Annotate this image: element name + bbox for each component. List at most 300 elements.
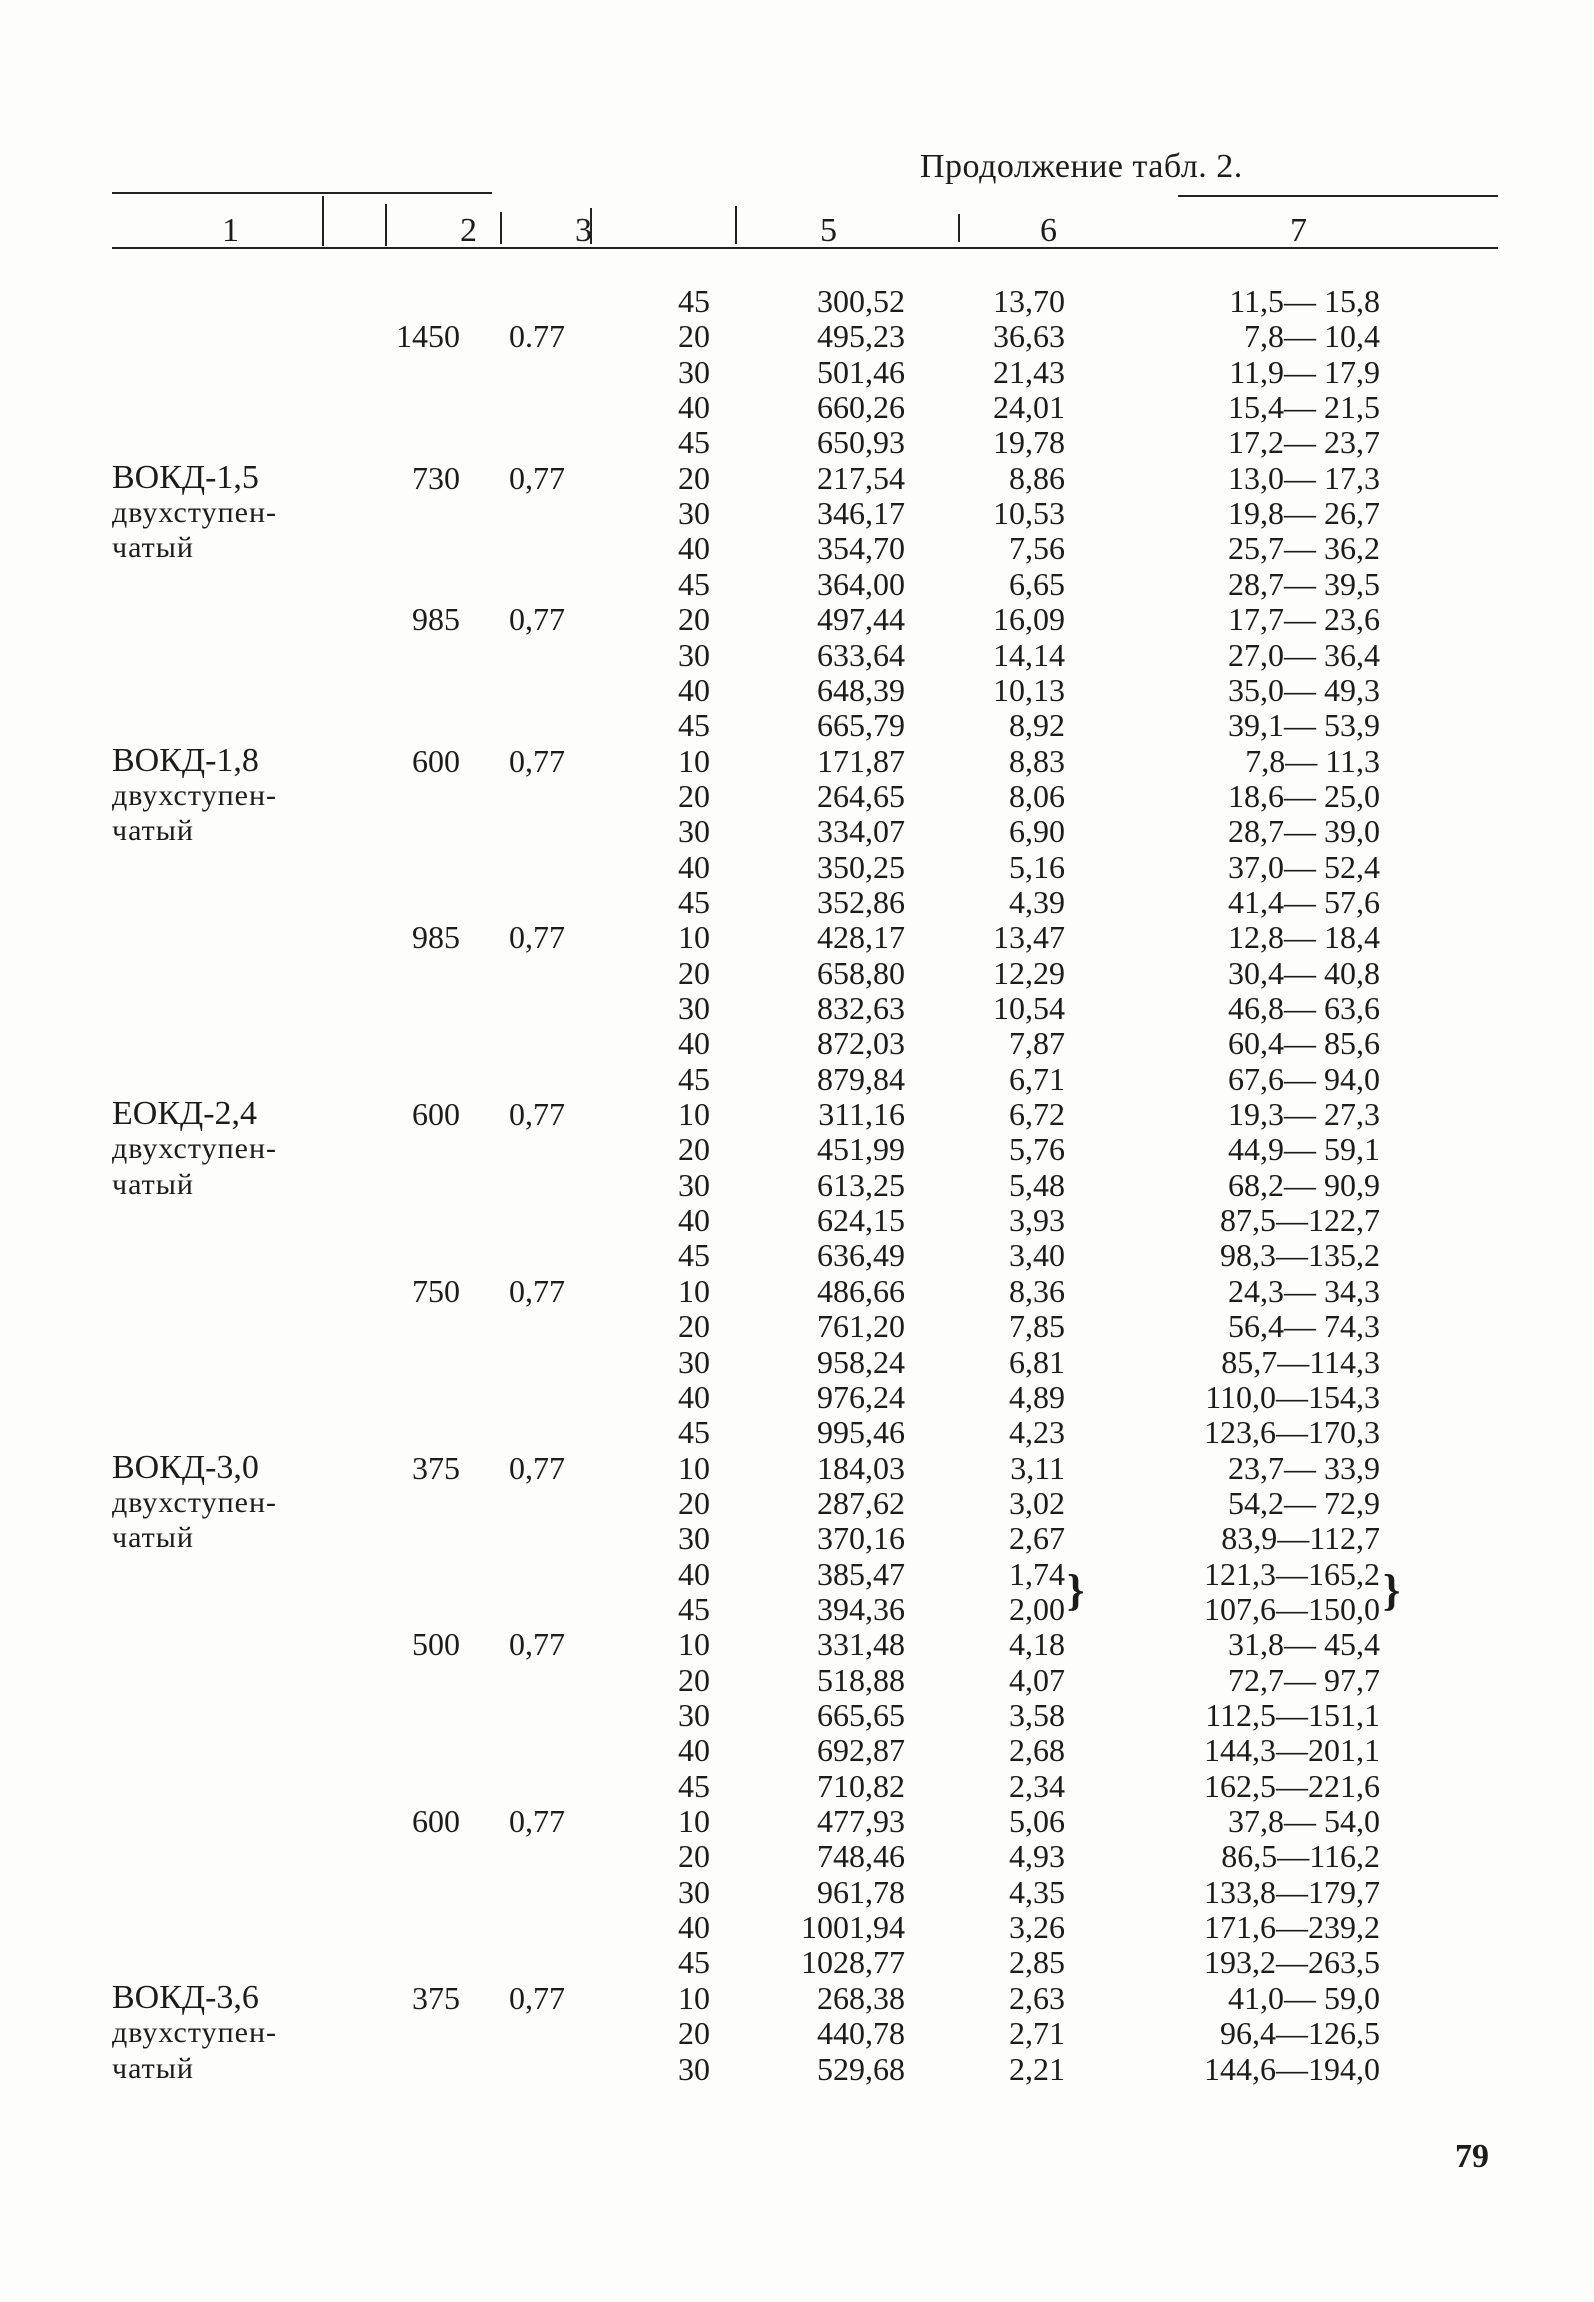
cell-col6: 1,74 (1009, 1555, 1065, 1592)
cell-col6: 2,00 (1009, 1590, 1065, 1627)
cell-range: 39,1— 53,9 (1228, 707, 1380, 744)
cell-range: 15,4— 21,5 (1228, 389, 1380, 426)
rotation-speed: 985 (412, 601, 460, 638)
cell-range: 7,8— 10,4 (1244, 318, 1380, 355)
cell-pressure-ratio: 40 (678, 1909, 710, 1946)
header-top-rule (112, 192, 492, 194)
cell-col5: 529,68 (817, 2050, 905, 2087)
cell-range: 18,6— 25,0 (1228, 777, 1380, 814)
cell-col6: 3,40 (1009, 1237, 1065, 1274)
coefficient: 0,77 (509, 1803, 565, 1840)
table-row (0, 1237, 1594, 1273)
cell-col6: 2,63 (1009, 1979, 1065, 2016)
cell-col6: 2,21 (1009, 2050, 1065, 2087)
group-header (0, 919, 620, 955)
cell-col5: 370,16 (817, 1520, 905, 1557)
equipment-type-line: чатый (112, 1167, 194, 1201)
cell-range: 86,5—116,2 (1221, 1838, 1380, 1875)
cell-pressure-ratio: 45 (678, 883, 710, 920)
cell-pressure-ratio: 40 (678, 1732, 710, 1769)
cell-pressure-ratio: 45 (678, 1944, 710, 1981)
cell-col5: 350,25 (817, 848, 905, 885)
cell-range: 133,8—179,7 (1204, 1873, 1380, 1910)
equipment-name: ВОКД-1,8 (112, 741, 259, 779)
cell-col5: 497,44 (817, 601, 905, 638)
coefficient: 0,77 (509, 1096, 565, 1133)
cell-pressure-ratio: 20 (678, 601, 710, 638)
table-row (0, 1591, 1594, 1627)
cell-col6: 2,85 (1009, 1944, 1065, 1981)
table-row (0, 1344, 1594, 1380)
rotation-speed: 600 (412, 1803, 460, 1840)
equipment-name: ЕОКД-2,4 (112, 1095, 258, 1133)
equipment-type-line: двухступен- (112, 1132, 277, 1166)
coefficient: 0.77 (509, 318, 565, 355)
rotation-speed: 375 (412, 1979, 460, 2016)
cell-pressure-ratio: 30 (678, 1343, 710, 1380)
header-divider (958, 214, 960, 242)
cell-range: 107,6—150,0 (1204, 1590, 1380, 1627)
cell-col5: 495,23 (817, 318, 905, 355)
rotation-speed: 985 (412, 919, 460, 956)
coefficient: 0,77 (509, 919, 565, 956)
cell-pressure-ratio: 40 (678, 1025, 710, 1062)
cell-col6: 10,13 (993, 671, 1065, 708)
cell-range: 37,8— 54,0 (1228, 1803, 1380, 1840)
table-row (0, 813, 1594, 849)
cell-col6: 2,67 (1009, 1520, 1065, 1557)
cell-col5: 364,00 (817, 565, 905, 602)
col-header-2: 2 (460, 212, 477, 249)
equipment-name: ВОКД-3,0 (112, 1448, 259, 1486)
equipment-type-line: двухступен- (112, 1485, 277, 1519)
cell-col5: 761,20 (817, 1308, 905, 1345)
cell-pressure-ratio: 30 (678, 1166, 710, 1203)
cell-range: 44,9— 59,1 (1228, 1131, 1380, 1168)
cell-col6: 5,76 (1009, 1131, 1065, 1168)
cell-col6: 3,58 (1009, 1697, 1065, 1733)
col-header-1: 1 (222, 212, 239, 249)
cell-range: 41,4— 57,6 (1228, 883, 1380, 920)
cell-col5: 1028,77 (801, 1944, 905, 1981)
cell-col5: 748,46 (817, 1838, 905, 1875)
coefficient: 0,77 (509, 1272, 565, 1309)
cell-pressure-ratio: 30 (678, 495, 710, 532)
cell-col5: 961,78 (817, 1873, 905, 1910)
cell-col6: 6,81 (1009, 1343, 1065, 1380)
cell-range: 144,3—201,1 (1204, 1732, 1380, 1769)
cell-pressure-ratio: 10 (678, 1626, 710, 1663)
cell-col6: 21,43 (993, 353, 1065, 390)
table-row (0, 955, 1594, 991)
cell-pressure-ratio: 30 (678, 990, 710, 1026)
cell-pressure-ratio: 45 (678, 283, 710, 319)
group-header (0, 1273, 620, 1309)
group-header (0, 1096, 620, 1132)
cell-col6: 4,18 (1009, 1626, 1065, 1663)
cell-range: 60,4— 85,6 (1228, 1025, 1380, 1062)
cell-pressure-ratio: 30 (678, 1697, 710, 1733)
cell-col5: 624,15 (817, 1202, 905, 1239)
cell-range: 17,7— 23,6 (1228, 601, 1380, 638)
cell-range: 19,8— 26,7 (1228, 495, 1380, 532)
cell-col6: 7,56 (1009, 530, 1065, 567)
table-row (0, 1909, 1594, 1945)
cell-col6: 8,92 (1009, 707, 1065, 744)
cell-pressure-ratio: 45 (678, 565, 710, 602)
cell-range: 112,5—151,1 (1205, 1697, 1380, 1733)
header-divider (735, 206, 737, 244)
cell-col5: 331,48 (817, 1626, 905, 1663)
coefficient: 0,77 (509, 1979, 565, 2016)
cell-pressure-ratio: 10 (678, 1272, 710, 1309)
cell-pressure-ratio: 30 (678, 1873, 710, 1910)
header-divider (385, 204, 387, 246)
cell-pressure-ratio: 30 (678, 353, 710, 390)
cell-col6: 8,36 (1009, 1272, 1065, 1309)
cell-range: 23,7— 33,9 (1228, 1449, 1380, 1486)
cell-col5: 217,54 (817, 459, 905, 496)
cell-pressure-ratio: 30 (678, 2050, 710, 2087)
header-top-rule (1178, 195, 1498, 197)
group-header (0, 1980, 620, 2016)
cell-col6: 10,54 (993, 990, 1065, 1026)
cell-col5: 648,39 (817, 671, 905, 708)
table-row (0, 2051, 1594, 2087)
cell-col6: 3,11 (1010, 1449, 1065, 1486)
cell-pressure-ratio: 45 (678, 1237, 710, 1274)
cell-col6: 4,23 (1009, 1414, 1065, 1451)
cell-col6: 8,06 (1009, 777, 1065, 814)
cell-col5: 184,03 (817, 1449, 905, 1486)
table-row (0, 1167, 1594, 1203)
cell-col6: 12,29 (993, 954, 1065, 991)
cell-col5: 692,87 (817, 1732, 905, 1769)
table-row (0, 990, 1594, 1026)
cell-range: 7,8— 11,3 (1245, 742, 1380, 779)
cell-col5: 287,62 (817, 1484, 905, 1521)
table-row (0, 849, 1594, 885)
cell-col6: 6,90 (1009, 813, 1065, 850)
header-divider (500, 212, 502, 244)
cell-col6: 6,72 (1009, 1096, 1065, 1133)
cell-col5: 613,25 (817, 1166, 905, 1203)
cell-col5: 451,99 (817, 1131, 905, 1168)
cell-col5: 311,16 (818, 1096, 905, 1133)
coefficient: 0,77 (509, 459, 565, 496)
cell-range: 110,0—154,3 (1205, 1378, 1380, 1415)
cell-col6: 4,89 (1009, 1378, 1065, 1415)
cell-col5: 1001,94 (801, 1909, 905, 1946)
table-row (0, 1944, 1594, 1980)
cell-pressure-ratio: 10 (678, 919, 710, 956)
table-row (0, 389, 1594, 425)
cell-col5: 658,80 (817, 954, 905, 991)
cell-col5: 268,38 (817, 1979, 905, 2016)
cell-col6: 5,48 (1009, 1166, 1065, 1203)
cell-col6: 10,53 (993, 495, 1065, 532)
cell-range: 11,5— 15,8 (1229, 283, 1380, 319)
cell-col5: 958,24 (817, 1343, 905, 1380)
cell-col6: 3,26 (1009, 1909, 1065, 1946)
table-row (0, 1414, 1594, 1450)
equipment-type-line: двухступен- (112, 496, 277, 530)
cell-col6: 7,85 (1009, 1308, 1065, 1345)
table-row (0, 1768, 1594, 1804)
cell-pressure-ratio: 30 (678, 636, 710, 673)
cell-pressure-ratio: 10 (678, 742, 710, 779)
cell-col6: 6,65 (1009, 565, 1065, 602)
cell-pressure-ratio: 40 (678, 671, 710, 708)
cell-col6: 19,78 (993, 424, 1065, 461)
cell-range: 28,7— 39,0 (1228, 813, 1380, 850)
cell-pressure-ratio: 20 (678, 1484, 710, 1521)
cell-range: 68,2— 90,9 (1228, 1166, 1380, 1203)
cell-pressure-ratio: 45 (678, 1060, 710, 1097)
page-number: 79 (1455, 2138, 1489, 2175)
coefficient: 0,77 (509, 1626, 565, 1663)
equipment-type-line: чатый (112, 814, 194, 848)
table-caption: Продолжение табл. 2. (920, 148, 1243, 185)
cell-col6: 16,09 (993, 601, 1065, 638)
cell-col5: 518,88 (817, 1661, 905, 1698)
table-row (0, 1308, 1594, 1344)
rotation-speed: 600 (412, 1096, 460, 1133)
cell-col5: 346,17 (817, 495, 905, 532)
cell-col6: 2,34 (1009, 1767, 1065, 1804)
cell-pressure-ratio: 40 (678, 530, 710, 567)
cell-col5: 352,86 (817, 883, 905, 920)
cell-range: 13,0— 17,3 (1228, 459, 1380, 496)
equipment-name: ВОКД-1,5 (112, 458, 259, 496)
cell-col6: 5,06 (1009, 1803, 1065, 1840)
coefficient: 0,77 (509, 601, 565, 638)
cell-pressure-ratio: 20 (678, 954, 710, 991)
cell-col5: 501,46 (817, 353, 905, 390)
cell-range: 67,6— 94,0 (1228, 1060, 1380, 1097)
cell-pressure-ratio: 20 (678, 1838, 710, 1875)
cell-col5: 872,03 (817, 1025, 905, 1062)
rotation-speed: 730 (412, 459, 460, 496)
cell-range: 27,0— 36,4 (1228, 636, 1380, 673)
cell-pressure-ratio: 10 (678, 1979, 710, 2016)
table-row (0, 530, 1594, 566)
cell-pressure-ratio: 45 (678, 424, 710, 461)
cell-range: 19,3— 27,3 (1228, 1096, 1380, 1133)
cell-range: 171,6—239,2 (1204, 1909, 1380, 1946)
cell-range: 31,8— 45,4 (1228, 1626, 1380, 1663)
cell-range: 37,0— 52,4 (1228, 848, 1380, 885)
cell-col5: 832,63 (817, 990, 905, 1026)
cell-col5: 334,07 (817, 813, 905, 850)
equipment-type-line: чатый (112, 2051, 194, 2085)
table-row (0, 1662, 1594, 1698)
cell-pressure-ratio: 40 (678, 1555, 710, 1592)
rotation-speed: 750 (412, 1272, 460, 1309)
table-row (0, 1874, 1594, 1910)
cell-range: 17,2— 23,7 (1228, 424, 1380, 461)
cell-col6: 5,16 (1009, 848, 1065, 885)
cell-col5: 995,46 (817, 1414, 905, 1451)
cell-col5: 428,17 (817, 919, 905, 956)
rotation-speed: 375 (412, 1449, 460, 1486)
group-header (0, 318, 620, 354)
cell-col5: 710,82 (817, 1767, 905, 1804)
cell-col6: 8,83 (1009, 742, 1065, 779)
coefficient: 0,77 (509, 1449, 565, 1486)
cell-col5: 665,79 (817, 707, 905, 744)
cell-col5: 650,93 (817, 424, 905, 461)
cell-col6: 36,63 (993, 318, 1065, 355)
cell-range: 11,9— 17,9 (1229, 353, 1380, 390)
cell-pressure-ratio: 45 (678, 707, 710, 744)
group-header (0, 1450, 620, 1486)
cell-range: 72,7— 97,7 (1228, 1661, 1380, 1698)
cell-col6: 4,35 (1009, 1873, 1065, 1910)
cell-range: 87,5—122,7 (1220, 1202, 1380, 1239)
cell-range: 30,4— 40,8 (1228, 954, 1380, 991)
equipment-type-line: двухступен- (112, 778, 277, 812)
table-row (0, 1838, 1594, 1874)
cell-col6: 24,01 (993, 389, 1065, 426)
cell-col5: 660,26 (817, 389, 905, 426)
group-header (0, 601, 620, 637)
cell-pressure-ratio: 40 (678, 1202, 710, 1239)
col-header-7: 7 (1290, 212, 1307, 249)
table-row (0, 884, 1594, 920)
cell-pressure-ratio: 40 (678, 848, 710, 885)
cell-col5: 264,65 (817, 777, 905, 814)
equipment-type-line: чатый (112, 531, 194, 565)
table-row (0, 1520, 1594, 1556)
cell-col6: 14,14 (993, 636, 1065, 673)
cell-col6: 3,02 (1009, 1484, 1065, 1521)
cell-pressure-ratio: 30 (678, 1520, 710, 1557)
cell-range: 41,0— 59,0 (1228, 1979, 1380, 2016)
cell-col5: 879,84 (817, 1060, 905, 1097)
table-row (0, 1061, 1594, 1097)
table-row (0, 672, 1594, 708)
cell-col5: 385,47 (817, 1555, 905, 1592)
cell-range: 193,2—263,5 (1204, 1944, 1380, 1981)
cell-pressure-ratio: 45 (678, 1414, 710, 1451)
cell-col5: 486,66 (817, 1272, 905, 1309)
cell-range: 162,5—221,6 (1204, 1767, 1380, 1804)
group-header (0, 1626, 620, 1662)
cell-col6: 4,07 (1009, 1661, 1065, 1698)
table-row (0, 1556, 1594, 1592)
equipment-type-line: двухступен- (112, 2016, 277, 2050)
equipment-type-line: чатый (112, 1521, 194, 1555)
cell-col5: 171,87 (817, 742, 905, 779)
col-header-6: 6 (1040, 212, 1057, 249)
cell-pressure-ratio: 20 (678, 777, 710, 814)
cell-range: 96,4—126,5 (1220, 2015, 1380, 2052)
cell-pressure-ratio: 10 (678, 1096, 710, 1133)
table-row (0, 1732, 1594, 1768)
cell-col5: 633,64 (817, 636, 905, 673)
cell-col6: 6,71 (1009, 1060, 1065, 1097)
table-row (0, 1697, 1594, 1733)
cell-range: 46,8— 63,6 (1228, 990, 1380, 1026)
cell-range: 28,7— 39,5 (1228, 565, 1380, 602)
cell-range: 144,6—194,0 (1204, 2050, 1380, 2087)
rotation-speed: 600 (412, 742, 460, 779)
cell-col6: 13,70 (993, 283, 1065, 319)
cell-col5: 665,65 (817, 1697, 905, 1733)
cell-pressure-ratio: 20 (678, 459, 710, 496)
cell-range: 121,3—165,2 (1204, 1555, 1380, 1592)
cell-col6: 13,47 (993, 919, 1065, 956)
cell-col6: 8,86 (1009, 459, 1065, 496)
cell-pressure-ratio: 20 (678, 1308, 710, 1345)
header-divider (322, 196, 324, 246)
cell-range: 56,4— 74,3 (1228, 1308, 1380, 1345)
cell-pressure-ratio: 20 (678, 318, 710, 355)
cell-pressure-ratio: 10 (678, 1449, 710, 1486)
cell-pressure-ratio: 30 (678, 813, 710, 850)
cell-pressure-ratio: 40 (678, 1378, 710, 1415)
cell-range: 54,2— 72,9 (1228, 1484, 1380, 1521)
cell-col5: 440,78 (817, 2015, 905, 2052)
group-header (0, 460, 620, 496)
cell-range: 12,8— 18,4 (1228, 919, 1380, 956)
cell-pressure-ratio: 10 (678, 1803, 710, 1840)
cell-col5: 976,24 (817, 1378, 905, 1415)
cell-range: 98,3—135,2 (1220, 1237, 1380, 1274)
cell-pressure-ratio: 20 (678, 2015, 710, 2052)
group-header (0, 1803, 620, 1839)
bracket-mark: } (1067, 1566, 1085, 1615)
cell-range: 85,7—114,3 (1221, 1343, 1380, 1380)
rotation-speed: 1450 (396, 318, 460, 355)
col-header-5: 5 (820, 212, 837, 249)
cell-col6: 2,71 (1009, 2015, 1065, 2052)
table-row (0, 707, 1594, 743)
cell-col5: 300,52 (817, 283, 905, 319)
table-row (0, 566, 1594, 602)
cell-col6: 7,87 (1009, 1025, 1065, 1062)
cell-col6: 3,93 (1009, 1202, 1065, 1239)
cell-pressure-ratio: 20 (678, 1131, 710, 1168)
cell-range: 25,7— 36,2 (1228, 530, 1380, 567)
cell-pressure-ratio: 45 (678, 1767, 710, 1804)
rotation-speed: 500 (412, 1626, 460, 1663)
cell-col5: 354,70 (817, 530, 905, 567)
cell-col5: 477,93 (817, 1803, 905, 1840)
cell-pressure-ratio: 45 (678, 1590, 710, 1627)
cell-col6: 4,93 (1009, 1838, 1065, 1875)
equipment-name: ВОКД-3,6 (112, 1978, 259, 2016)
cell-pressure-ratio: 40 (678, 389, 710, 426)
cell-col6: 2,68 (1009, 1732, 1065, 1769)
table-row (0, 354, 1594, 390)
cell-range: 123,6—170,3 (1204, 1414, 1380, 1451)
table-row (0, 1202, 1594, 1238)
col-header-3: 3 (575, 212, 592, 249)
cell-col5: 636,49 (817, 1237, 905, 1274)
table-row (0, 283, 1594, 319)
table-row (0, 1379, 1594, 1415)
table-row (0, 424, 1594, 460)
cell-range: 24,3— 34,3 (1228, 1272, 1380, 1309)
group-header (0, 743, 620, 779)
cell-pressure-ratio: 20 (678, 1661, 710, 1698)
cell-range: 35,0— 49,3 (1228, 671, 1380, 708)
bracket-mark: } (1383, 1566, 1401, 1615)
coefficient: 0,77 (509, 742, 565, 779)
cell-col6: 4,39 (1009, 883, 1065, 920)
